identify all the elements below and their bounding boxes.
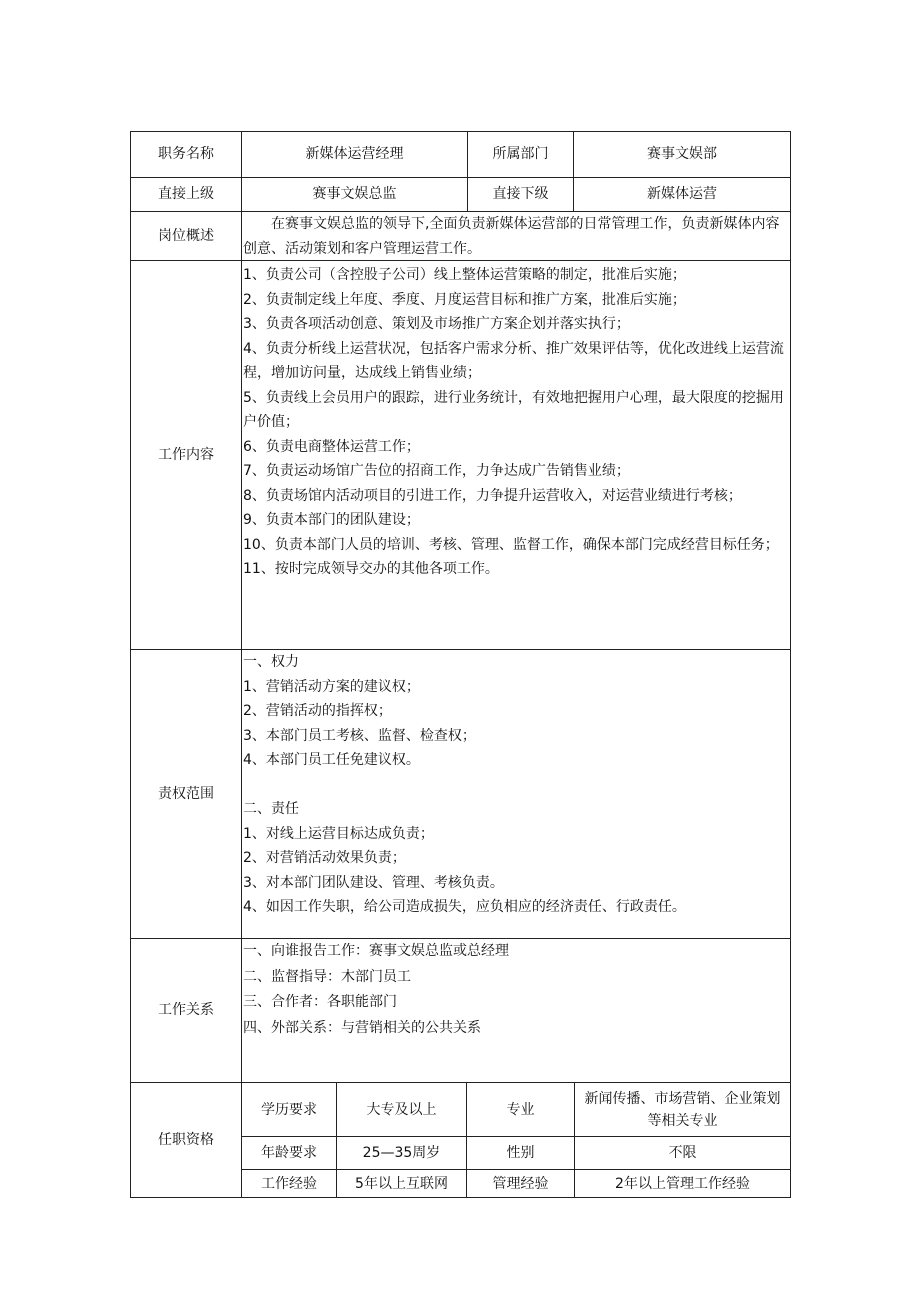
list-item: 3、对本部门团队建设、管理、考核负责。: [243, 874, 504, 891]
gender-value: 不限: [574, 1137, 790, 1169]
list-item: 5、负责线上会员用户的跟踪，进行业务统计，有效地把握用户心理，最大限度的挖掘用户价值；: [243, 389, 784, 430]
power-title: 一、权力: [243, 654, 299, 670]
table-row: [241, 1136, 790, 1169]
list-item: 2、负责制定线上年度、季度、月度运营目标和推广方案，批准后实施；: [243, 291, 686, 308]
work-content-label: 工作内容: [158, 446, 214, 463]
experience-value: 5年以上互联网: [336, 1170, 466, 1197]
list-item: 11、按时完成领导交办的其他各项工作。: [243, 561, 499, 577]
list-item: 9、负责本部门的团队建设；: [243, 512, 420, 528]
age-label: 年龄要求: [241, 1137, 336, 1169]
list-item: 1、对线上运营目标达成负责；: [243, 825, 434, 842]
experience-label: 工作经验: [241, 1170, 336, 1197]
list-item: 3、本部门员工考核、监督、检查权；: [243, 727, 476, 744]
supervisor-label: 直接上级: [158, 186, 214, 203]
table-row: [131, 177, 790, 211]
education-label: 学历要求: [241, 1083, 336, 1136]
subordinate-value: 新媒体运营: [573, 178, 790, 211]
overview-text: 在赛事文娱总监的领导下,全面负责新媒体运营部的日常管理工作，负责新媒体内容创意、活动策划和客户管理运营工作。: [241, 212, 790, 260]
gender-label: 性别: [466, 1137, 574, 1169]
major-value: 新闻传播、市场营销、企业策划等相关专业: [574, 1083, 790, 1136]
overview-label: 岗位概述: [158, 227, 214, 244]
relations-list: [241, 939, 790, 1082]
list-item: 4、负责分析线上运营状况，包括客户需求分析、推广效果评估等，优化改进线上运营流程，增加访问量，达成线上销售业绩；: [243, 340, 784, 381]
list-item: 3、负责各项活动创意、策划及市场推广方案企划并落实执行；: [243, 316, 630, 332]
list-item: 7、负责运动场馆广告位的招商工作，力争达成广告销售业绩；: [243, 463, 630, 479]
list-item: 8、负责场馆内活动项目的引进工作，力争提升运营收入，对运营业绩进行考核；: [243, 487, 742, 504]
list-item: 二、监督指导：木部门员工: [243, 968, 411, 985]
department-value: 赛事文娱部: [573, 132, 790, 177]
job-title-value: 新媒体运营经理: [241, 132, 467, 177]
table-row: [131, 1082, 790, 1197]
table-row: [131, 938, 790, 1082]
table-row: [131, 260, 790, 649]
major-label: 专业: [466, 1083, 574, 1136]
list-item: 四、外部关系：与营销相关的公共关系: [243, 1019, 481, 1036]
table-row: [131, 211, 790, 260]
management-experience-label: 管理经验: [466, 1170, 574, 1197]
list-item: 2、营销活动的指挥权；: [243, 703, 392, 719]
list-item: 6、负责电商整体运营工作；: [243, 438, 420, 455]
list-item: 4、本部门员工任免建议权。: [243, 752, 420, 768]
table-row: [241, 1169, 790, 1197]
list-item: 10、负责本部门人员的培训、考核、管理、监督工作，确保本部门完成经营目标任务；: [243, 536, 779, 553]
job-title-label: 职务名称: [158, 146, 214, 163]
qualification-grid: [241, 1083, 790, 1197]
scope-label: 责权范围: [158, 785, 214, 802]
job-description-table: [130, 131, 791, 1198]
education-value: 大专及以上: [336, 1083, 466, 1136]
list-item: 2、对营销活动效果负责；: [243, 850, 406, 866]
table-row: [131, 649, 790, 938]
relations-label: 工作关系: [158, 1002, 214, 1019]
supervisor-value: 赛事文娱总监: [241, 178, 467, 211]
table-row: [241, 1083, 790, 1136]
list-item: 三、合作者：各职能部门: [243, 994, 397, 1010]
spacer: [243, 773, 788, 798]
list-item: 一、向谁报告工作：赛事文娱总监或总经理: [243, 943, 509, 959]
scope-list: [241, 650, 790, 938]
duty-title: 二、责任: [243, 801, 299, 817]
table-row: [131, 132, 790, 177]
qualification-label: 任职资格: [158, 1131, 214, 1148]
list-item: 1、负责公司（含控股子公司）线上整体运营策略的制定，批准后实施；: [243, 267, 686, 283]
list-item: 1、营销活动方案的建议权；: [243, 678, 420, 695]
work-content-list: [241, 261, 790, 649]
age-value: 25—35周岁: [336, 1137, 466, 1169]
department-label: 所属部门: [467, 132, 573, 177]
management-experience-value: 2年以上管理工作经验: [574, 1170, 790, 1197]
list-item: 4、如因工作失职，给公司造成损失，应负相应的经济责任、行政责任。: [243, 899, 686, 915]
subordinate-label: 直接下级: [467, 178, 573, 211]
